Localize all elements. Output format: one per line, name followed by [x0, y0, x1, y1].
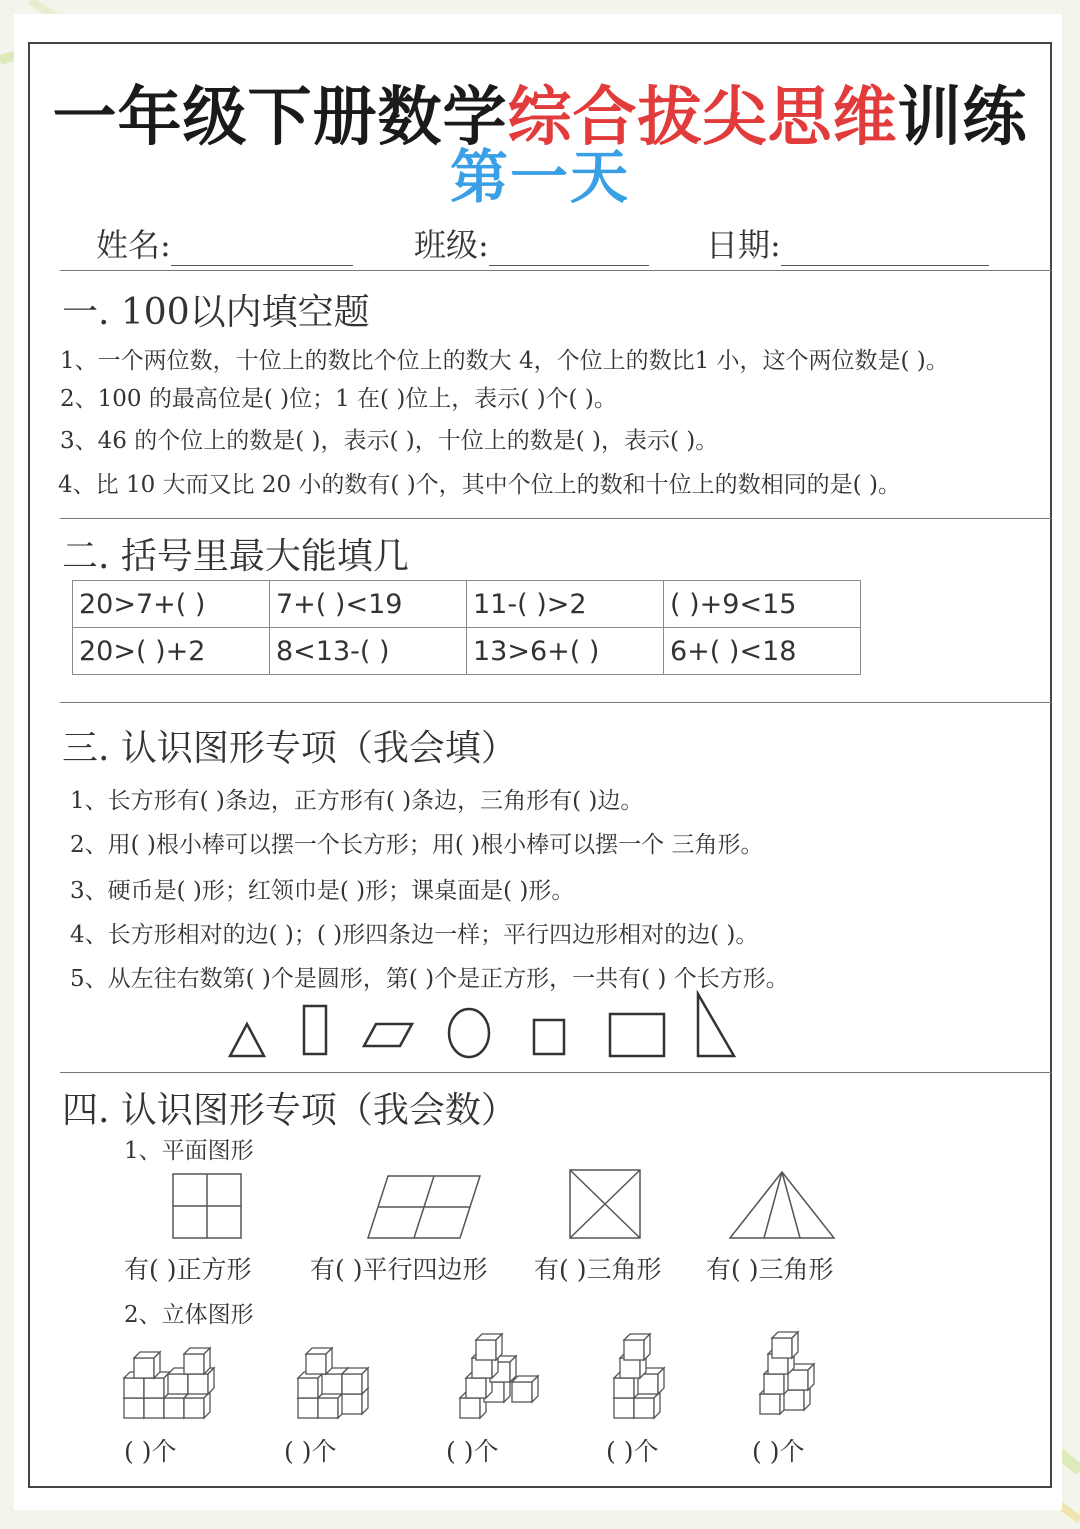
class-label: 班级:: [414, 226, 489, 264]
section-1-question: 4、比 10 大而又比 20 小的数有( )个，其中个位上的数和十位上的数相同的是( )。: [58, 472, 901, 498]
plane-figure-answer: 有( )三角形: [534, 1255, 662, 1284]
plane-figure-answer: 有( )三角形: [706, 1255, 834, 1284]
table-row: [73, 581, 861, 628]
divider: [60, 1072, 1052, 1073]
solid-figure-answer: ( )个: [606, 1437, 659, 1466]
title-part-3: 训练: [897, 81, 1028, 155]
plane-figures: [160, 1166, 850, 1246]
name-label: 姓名:: [96, 226, 171, 264]
section-4-heading: 四. 认识图形专项（我会数）: [62, 1090, 517, 1131]
right-triangle-shape: [698, 994, 734, 1056]
name-field[interactable]: [96, 220, 353, 266]
section-3-heading: 三. 认识图形专项（我会填）: [62, 728, 517, 769]
crossed-square-figure: [570, 1170, 640, 1238]
square-shape: [534, 1020, 564, 1054]
section-2-heading: 二. 括号里最大能填几: [62, 536, 409, 577]
table-row: [73, 628, 861, 675]
cube-stack-1: [124, 1348, 214, 1418]
section-1-question: 1、一个两位数，十位上的数比个位上的数大 4，个位上的数比1 小，这个两位数是( )。: [60, 348, 949, 374]
section-4-sub-heading: 1、平面图形: [124, 1138, 254, 1164]
plane-figure-answer: 有( )正方形: [124, 1255, 252, 1284]
table-cell[interactable]: 20>7+( ): [73, 581, 270, 628]
inequality-table: [72, 580, 861, 675]
cube-stack-3: [460, 1334, 538, 1418]
section-3-question: 2、用( )根小棒可以摆一个长方形；用( )根小棒可以摆一个 三角形。: [70, 832, 764, 858]
parallelogram-grid-figure: [368, 1176, 480, 1238]
section-3-question: 5、从左往右数第( )个是圆形，第( )个是正方形，一共有( ) 个长方形。: [70, 966, 789, 992]
divider: [60, 270, 1052, 271]
date-blank[interactable]: [781, 229, 989, 266]
parallelogram-shape: [364, 1024, 412, 1046]
page-subtitle: 第一天: [449, 143, 630, 211]
title-part-1: 一年级下册数学: [52, 81, 508, 155]
divider: [60, 518, 1052, 519]
section-3-question: 3、硬币是( )形；红领巾是( )形；课桌面是( )形。: [70, 878, 575, 904]
solid-figures: [120, 1330, 840, 1422]
shapes-row: [226, 990, 746, 1062]
divider: [60, 702, 1052, 703]
date-label: 日期:: [706, 226, 781, 264]
class-blank[interactable]: [489, 229, 649, 266]
solid-figure-answer: ( )个: [124, 1437, 177, 1466]
triangle-fan-figure: [730, 1172, 834, 1238]
section-1-question: 3、46 的个位上的数是( )，表示( )，十位上的数是( )，表示( )。: [60, 428, 719, 454]
solid-figure-answer: ( )个: [752, 1437, 805, 1466]
triangle-shape: [230, 1024, 264, 1056]
class-field[interactable]: [414, 220, 649, 266]
wide-rectangle-shape: [610, 1014, 664, 1056]
plane-figure-answer: 有( )平行四边形: [310, 1255, 488, 1284]
table-cell[interactable]: 11-( )>2: [467, 581, 664, 628]
table-cell[interactable]: 20>( )+2: [73, 628, 270, 675]
table-cell[interactable]: 7+( )<19: [270, 581, 467, 628]
date-field[interactable]: [706, 220, 989, 266]
table-cell[interactable]: 6+( )<18: [664, 628, 861, 675]
cube-stack-5: [760, 1332, 814, 1414]
section-3-question: 4、长方形相对的边( )；( )形四条边一样；平行四边形相对的边( )。: [70, 922, 759, 948]
cube-stack-4: [614, 1334, 664, 1418]
section-1-question: 2、100 的最高位是( )位；1 在( )位上，表示( )个( )。: [60, 386, 617, 412]
section-3-question: 1、长方形有( )条边，正方形有( )条边，三角形有( )边。: [70, 788, 644, 814]
solid-figure-answer: ( )个: [446, 1437, 499, 1466]
solid-figure-answer: ( )个: [284, 1437, 337, 1466]
grid-square-figure: [173, 1174, 241, 1238]
title-part-2-highlight: 综合拔尖思维: [507, 81, 898, 155]
section-1-heading: 一. 100以内填空题: [62, 292, 370, 333]
section-4-sub-heading: 2、立体图形: [124, 1302, 254, 1328]
oval-shape: [449, 1009, 489, 1057]
table-cell[interactable]: 8<13-( ): [270, 628, 467, 675]
tall-rectangle-shape: [304, 1006, 326, 1054]
cube-stack-2: [298, 1348, 368, 1418]
table-cell[interactable]: ( )+9<15: [664, 581, 861, 628]
name-blank[interactable]: [171, 229, 353, 266]
table-cell[interactable]: 13>6+( ): [467, 628, 664, 675]
